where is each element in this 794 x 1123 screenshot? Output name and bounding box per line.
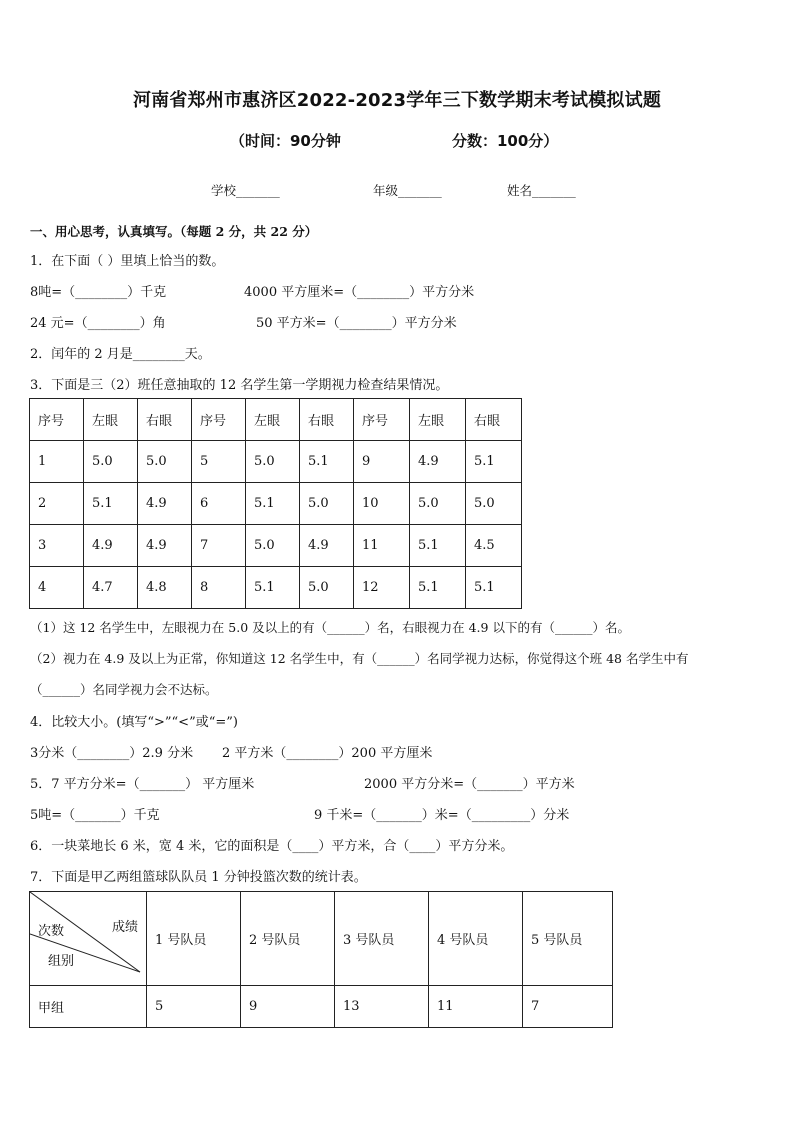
vision-table-header bbox=[30, 399, 522, 441]
header-cell: 右眼 bbox=[466, 399, 522, 441]
table-cell: 5.1 bbox=[246, 567, 300, 609]
table-row bbox=[30, 483, 522, 525]
table-cell: 7 bbox=[523, 986, 613, 1028]
table-cell: 5.1 bbox=[410, 525, 466, 567]
header-cell: 序号 bbox=[354, 399, 410, 441]
table-cell: 4.9 bbox=[84, 525, 138, 567]
grade-field: 年级_______ bbox=[373, 183, 442, 198]
table-cell: 甲组 bbox=[30, 986, 147, 1028]
q4-part-a: 3分米（________）2.9 分米 bbox=[30, 746, 194, 761]
header-cell: 3 号队员 bbox=[335, 892, 429, 986]
table-row bbox=[30, 986, 613, 1028]
exam-score: 分数：100分） bbox=[452, 132, 559, 150]
q1-part-b: 4000 平方厘米=（________）平方分米 bbox=[244, 285, 475, 300]
q1-part-c: 24 元=（________）角 bbox=[30, 316, 166, 331]
header-cell: 2 号队员 bbox=[241, 892, 335, 986]
table-cell: 9 bbox=[241, 986, 335, 1028]
vision-table bbox=[29, 398, 522, 609]
table-row bbox=[30, 525, 522, 567]
q5-part-d: 9 千米=（_______）米=（_________）分米 bbox=[314, 808, 570, 823]
table-cell: 4.9 bbox=[300, 525, 354, 567]
diagonal-header-cell bbox=[30, 892, 147, 986]
table-cell: 5.1 bbox=[84, 483, 138, 525]
header-cell: 5 号队员 bbox=[523, 892, 613, 986]
table-cell: 6 bbox=[192, 483, 246, 525]
diagonal-line-2 bbox=[30, 934, 140, 972]
table-cell: 5.1 bbox=[246, 483, 300, 525]
header-cell: 右眼 bbox=[138, 399, 192, 441]
q5-part-c: 5吨=（_______）千克 bbox=[30, 808, 160, 823]
table-cell: 11 bbox=[354, 525, 410, 567]
school-field: 学校_______ bbox=[211, 183, 280, 198]
header-cell: 左眼 bbox=[246, 399, 300, 441]
q1-part-a: 8吨=（________）千克 bbox=[30, 285, 167, 300]
table-cell: 8 bbox=[192, 567, 246, 609]
q3-sub1: （1）这 12 名学生中，左眼视力在 5.0 及以上的有（______）名，右眼视力在 4.9 以下的有（______）名。 bbox=[30, 620, 630, 635]
table-cell: 13 bbox=[335, 986, 429, 1028]
table-cell: 4 bbox=[30, 567, 84, 609]
table-cell: 5 bbox=[147, 986, 241, 1028]
table-cell: 11 bbox=[429, 986, 523, 1028]
table-row bbox=[30, 441, 522, 483]
corner-label-score: 成绩 bbox=[112, 920, 139, 935]
table-cell: 3 bbox=[30, 525, 84, 567]
q1-part-d: 50 平方米=（________）平方分米 bbox=[256, 316, 457, 331]
basketball-table-header bbox=[30, 892, 613, 986]
q2-text: 2．闰年的 2 月是________天。 bbox=[30, 347, 211, 362]
table-cell: 4.8 bbox=[138, 567, 192, 609]
corner-label-group: 组别 bbox=[48, 954, 75, 969]
header-cell: 左眼 bbox=[410, 399, 466, 441]
q1-stem: 1．在下面（ ）里填上恰当的数。 bbox=[30, 254, 225, 269]
table-cell: 5.0 bbox=[300, 567, 354, 609]
table-cell: 5.1 bbox=[466, 441, 522, 483]
q4-stem: 4．比较大小。(填写“>”“<”或“=”) bbox=[30, 715, 238, 730]
table-cell: 4.7 bbox=[84, 567, 138, 609]
table-cell: 5.0 bbox=[466, 483, 522, 525]
table-cell: 5.1 bbox=[300, 441, 354, 483]
table-cell: 5.0 bbox=[84, 441, 138, 483]
table-cell: 5.0 bbox=[410, 483, 466, 525]
diagonal-lines bbox=[30, 892, 147, 986]
basketball-table bbox=[29, 891, 613, 1028]
exam-time: （时间：90分钟 bbox=[230, 132, 341, 150]
table-cell: 5.1 bbox=[410, 567, 466, 609]
q3-sub2-line2: （______）名同学视力会不达标。 bbox=[30, 682, 218, 697]
table-cell: 4.9 bbox=[410, 441, 466, 483]
q6-text: 6．一块菜地长 6 米，宽 4 米，它的面积是（____）平方米，合（____）平方分米。 bbox=[30, 839, 514, 854]
header-cell: 序号 bbox=[30, 399, 84, 441]
name-field: 姓名_______ bbox=[507, 183, 576, 198]
exam-title: 河南省郑州市惠济区2022-2023学年三下数学期末考试模拟试题 bbox=[132, 90, 662, 111]
q3-sub2-line1: （2）视力在 4.9 及以上为正常，你知道这 12 名学生中，有（______）名同学视力达标，你觉得这个班 48 名学生中有 bbox=[30, 651, 689, 666]
section-heading: 一、用心思考，认真填写。（每题 2 分，共 22 分） bbox=[30, 224, 318, 239]
table-cell: 7 bbox=[192, 525, 246, 567]
table-cell: 5.0 bbox=[138, 441, 192, 483]
header-cell: 序号 bbox=[192, 399, 246, 441]
table-row bbox=[30, 567, 522, 609]
table-cell: 5.1 bbox=[466, 567, 522, 609]
header-cell: 左眼 bbox=[84, 399, 138, 441]
table-cell: 5.0 bbox=[246, 441, 300, 483]
q4-part-b: 2 平方米（________）200 平方厘米 bbox=[222, 746, 433, 761]
table-cell: 5 bbox=[192, 441, 246, 483]
q7-stem: 7．下面是甲乙两组篮球队队员 1 分钟投篮次数的统计表。 bbox=[30, 870, 367, 885]
q5-part-b: 2000 平方分米=（_______）平方米 bbox=[364, 777, 575, 792]
header-cell: 4 号队员 bbox=[429, 892, 523, 986]
q5-part-a: 5．7 平方分米=（_______） 平方厘米 bbox=[30, 777, 255, 792]
header-cell: 1 号队员 bbox=[147, 892, 241, 986]
corner-label-count: 次数 bbox=[38, 924, 65, 939]
table-cell: 4.9 bbox=[138, 525, 192, 567]
table-cell: 12 bbox=[354, 567, 410, 609]
table-cell: 2 bbox=[30, 483, 84, 525]
header-cell: 右眼 bbox=[300, 399, 354, 441]
table-cell: 5.0 bbox=[300, 483, 354, 525]
table-cell: 4.9 bbox=[138, 483, 192, 525]
table-cell: 4.5 bbox=[466, 525, 522, 567]
table-cell: 5.0 bbox=[246, 525, 300, 567]
table-cell: 10 bbox=[354, 483, 410, 525]
table-cell: 1 bbox=[30, 441, 84, 483]
q3-stem: 3．下面是三（2）班任意抽取的 12 名学生第一学期视力检查结果情况。 bbox=[30, 378, 449, 393]
table-cell: 9 bbox=[354, 441, 410, 483]
